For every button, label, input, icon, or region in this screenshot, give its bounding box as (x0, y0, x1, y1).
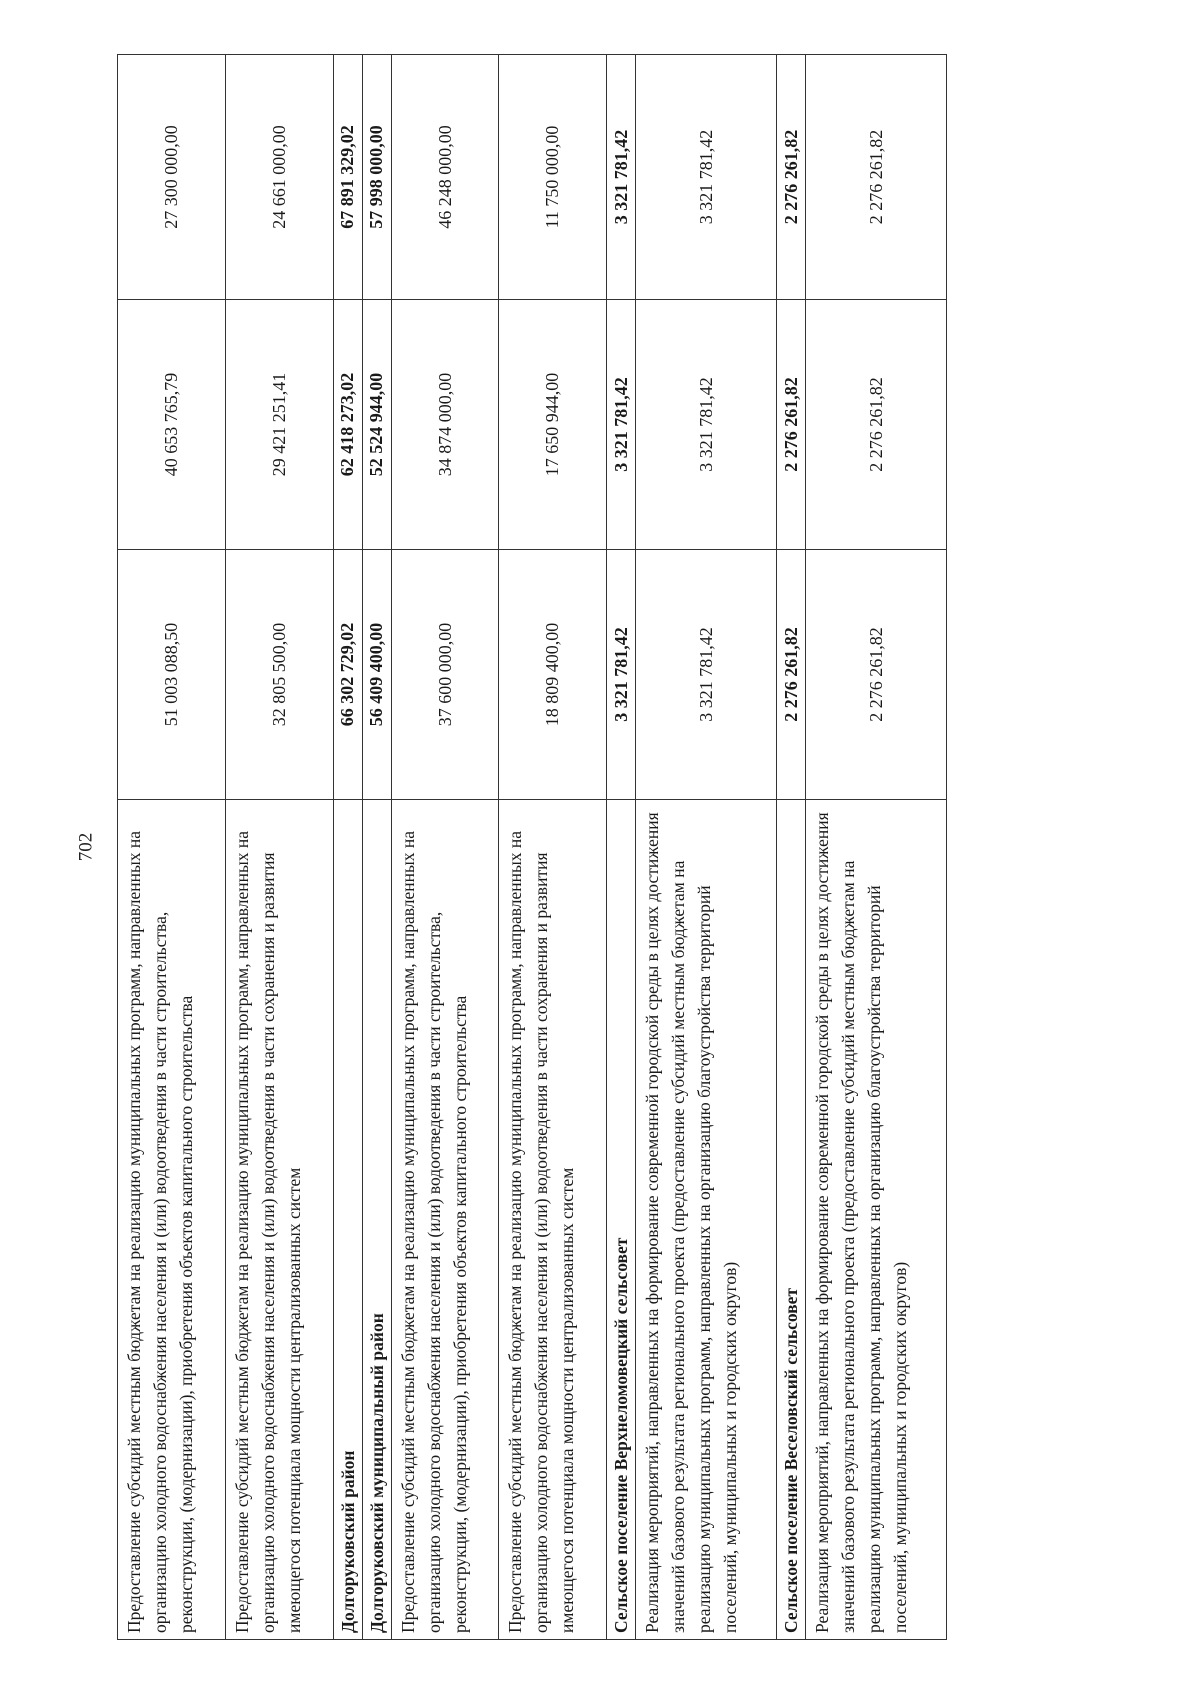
table-section-row (333, 55, 362, 1640)
row-value-3: 67 891 329,02 (333, 55, 362, 300)
row-value-3: 3 321 781,42 (636, 55, 777, 300)
row-description: Предоставление субсидий местным бюджетам на реализацию муниципальных программ, направленных на организацию холодного водоснабжения населения и (или) водоотведения в части сохранения и развития имеющегося потенциала мощности централизованных систем (225, 800, 333, 1640)
row-value-1: 18 809 400,00 (499, 550, 607, 800)
row-value-1: 66 302 729,02 (333, 550, 362, 800)
row-description: Предоставление субсидий местным бюджетам на реализацию муниципальных программ, направленных на организацию холодного водоснабжения населения и (или) водоотведения в части строительства, реконструкции, (модернизации), приобретения объектов капитального строительства (118, 800, 226, 1640)
row-description: Предоставление субсидий местным бюджетам на реализацию муниципальных программ, направленных на организацию холодного водоснабжения населения и (или) водоотведения в части строительства, реконструкции, (модернизации), приобретения объектов капитального строительства (391, 800, 499, 1640)
table-row (499, 55, 607, 1640)
row-value-1: 3 321 781,42 (636, 550, 777, 800)
row-value-2: 40 653 765,79 (118, 300, 226, 550)
row-description: Сельское поселение Верхнеломовецкий сельсовет (607, 800, 636, 1640)
row-value-2: 3 321 781,42 (607, 300, 636, 550)
row-value-3: 57 998 000,00 (362, 55, 391, 300)
row-description: Долгоруковский муниципальный район (362, 800, 391, 1640)
table-body (118, 55, 947, 1640)
table-section-row (607, 55, 636, 1640)
table-row (391, 55, 499, 1640)
table-section-row (362, 55, 391, 1640)
budget-table (117, 54, 947, 1640)
row-value-1: 51 003 088,50 (118, 550, 226, 800)
row-value-2: 52 524 944,00 (362, 300, 391, 550)
row-value-2: 17 650 944,00 (499, 300, 607, 550)
row-value-3: 27 300 000,00 (118, 55, 226, 300)
table-row (118, 55, 226, 1640)
page-number: 702 (75, 832, 97, 862)
row-description: Реализация мероприятий, направленных на формирование современной городской среды в целях достижения значений базового результата регионального проекта (предоставление субсидий местным бюджетам на реализацию муниципальных программ, направленных на организацию благоустройства территорий поселений, муниципальных и городских округов) (636, 800, 777, 1640)
row-value-2: 29 421 251,41 (225, 300, 333, 550)
row-value-3: 3 321 781,42 (607, 55, 636, 300)
row-value-3: 2 276 261,82 (806, 55, 947, 300)
table-row (806, 55, 947, 1640)
row-value-1: 2 276 261,82 (777, 550, 806, 800)
row-description: Долгоруковский район (333, 800, 362, 1640)
row-description: Реализация мероприятий, направленных на формирование современной городской среды в целях достижения значений базового результата регионального проекта (предоставление субсидий местным бюджетам на реализацию муниципальных программ, направленных на организацию благоустройства территорий поселений, муниципальных и городских округов) (806, 800, 947, 1640)
row-value-1: 32 805 500,00 (225, 550, 333, 800)
row-value-2: 3 321 781,42 (636, 300, 777, 550)
table-row (636, 55, 777, 1640)
budget-table-rotated (117, 55, 947, 1640)
row-value-3: 11 750 000,00 (499, 55, 607, 300)
row-value-3: 2 276 261,82 (777, 55, 806, 300)
row-value-2: 2 276 261,82 (777, 300, 806, 550)
row-value-2: 62 418 273,02 (333, 300, 362, 550)
table-row (225, 55, 333, 1640)
row-value-1: 56 409 400,00 (362, 550, 391, 800)
row-description: Сельское поселение Веселовский сельсовет (777, 800, 806, 1640)
row-value-3: 46 248 000,00 (391, 55, 499, 300)
row-description: Предоставление субсидий местным бюджетам на реализацию муниципальных программ, направленных на организацию холодного водоснабжения населения и (или) водоотведения в части сохранения и развития имеющегося потенциала мощности централизованных систем (499, 800, 607, 1640)
row-value-2: 2 276 261,82 (806, 300, 947, 550)
row-value-1: 3 321 781,42 (607, 550, 636, 800)
row-value-3: 24 661 000,00 (225, 55, 333, 300)
row-value-1: 37 600 000,00 (391, 550, 499, 800)
row-value-2: 34 874 000,00 (391, 300, 499, 550)
row-value-1: 2 276 261,82 (806, 550, 947, 800)
table-section-row (777, 55, 806, 1640)
